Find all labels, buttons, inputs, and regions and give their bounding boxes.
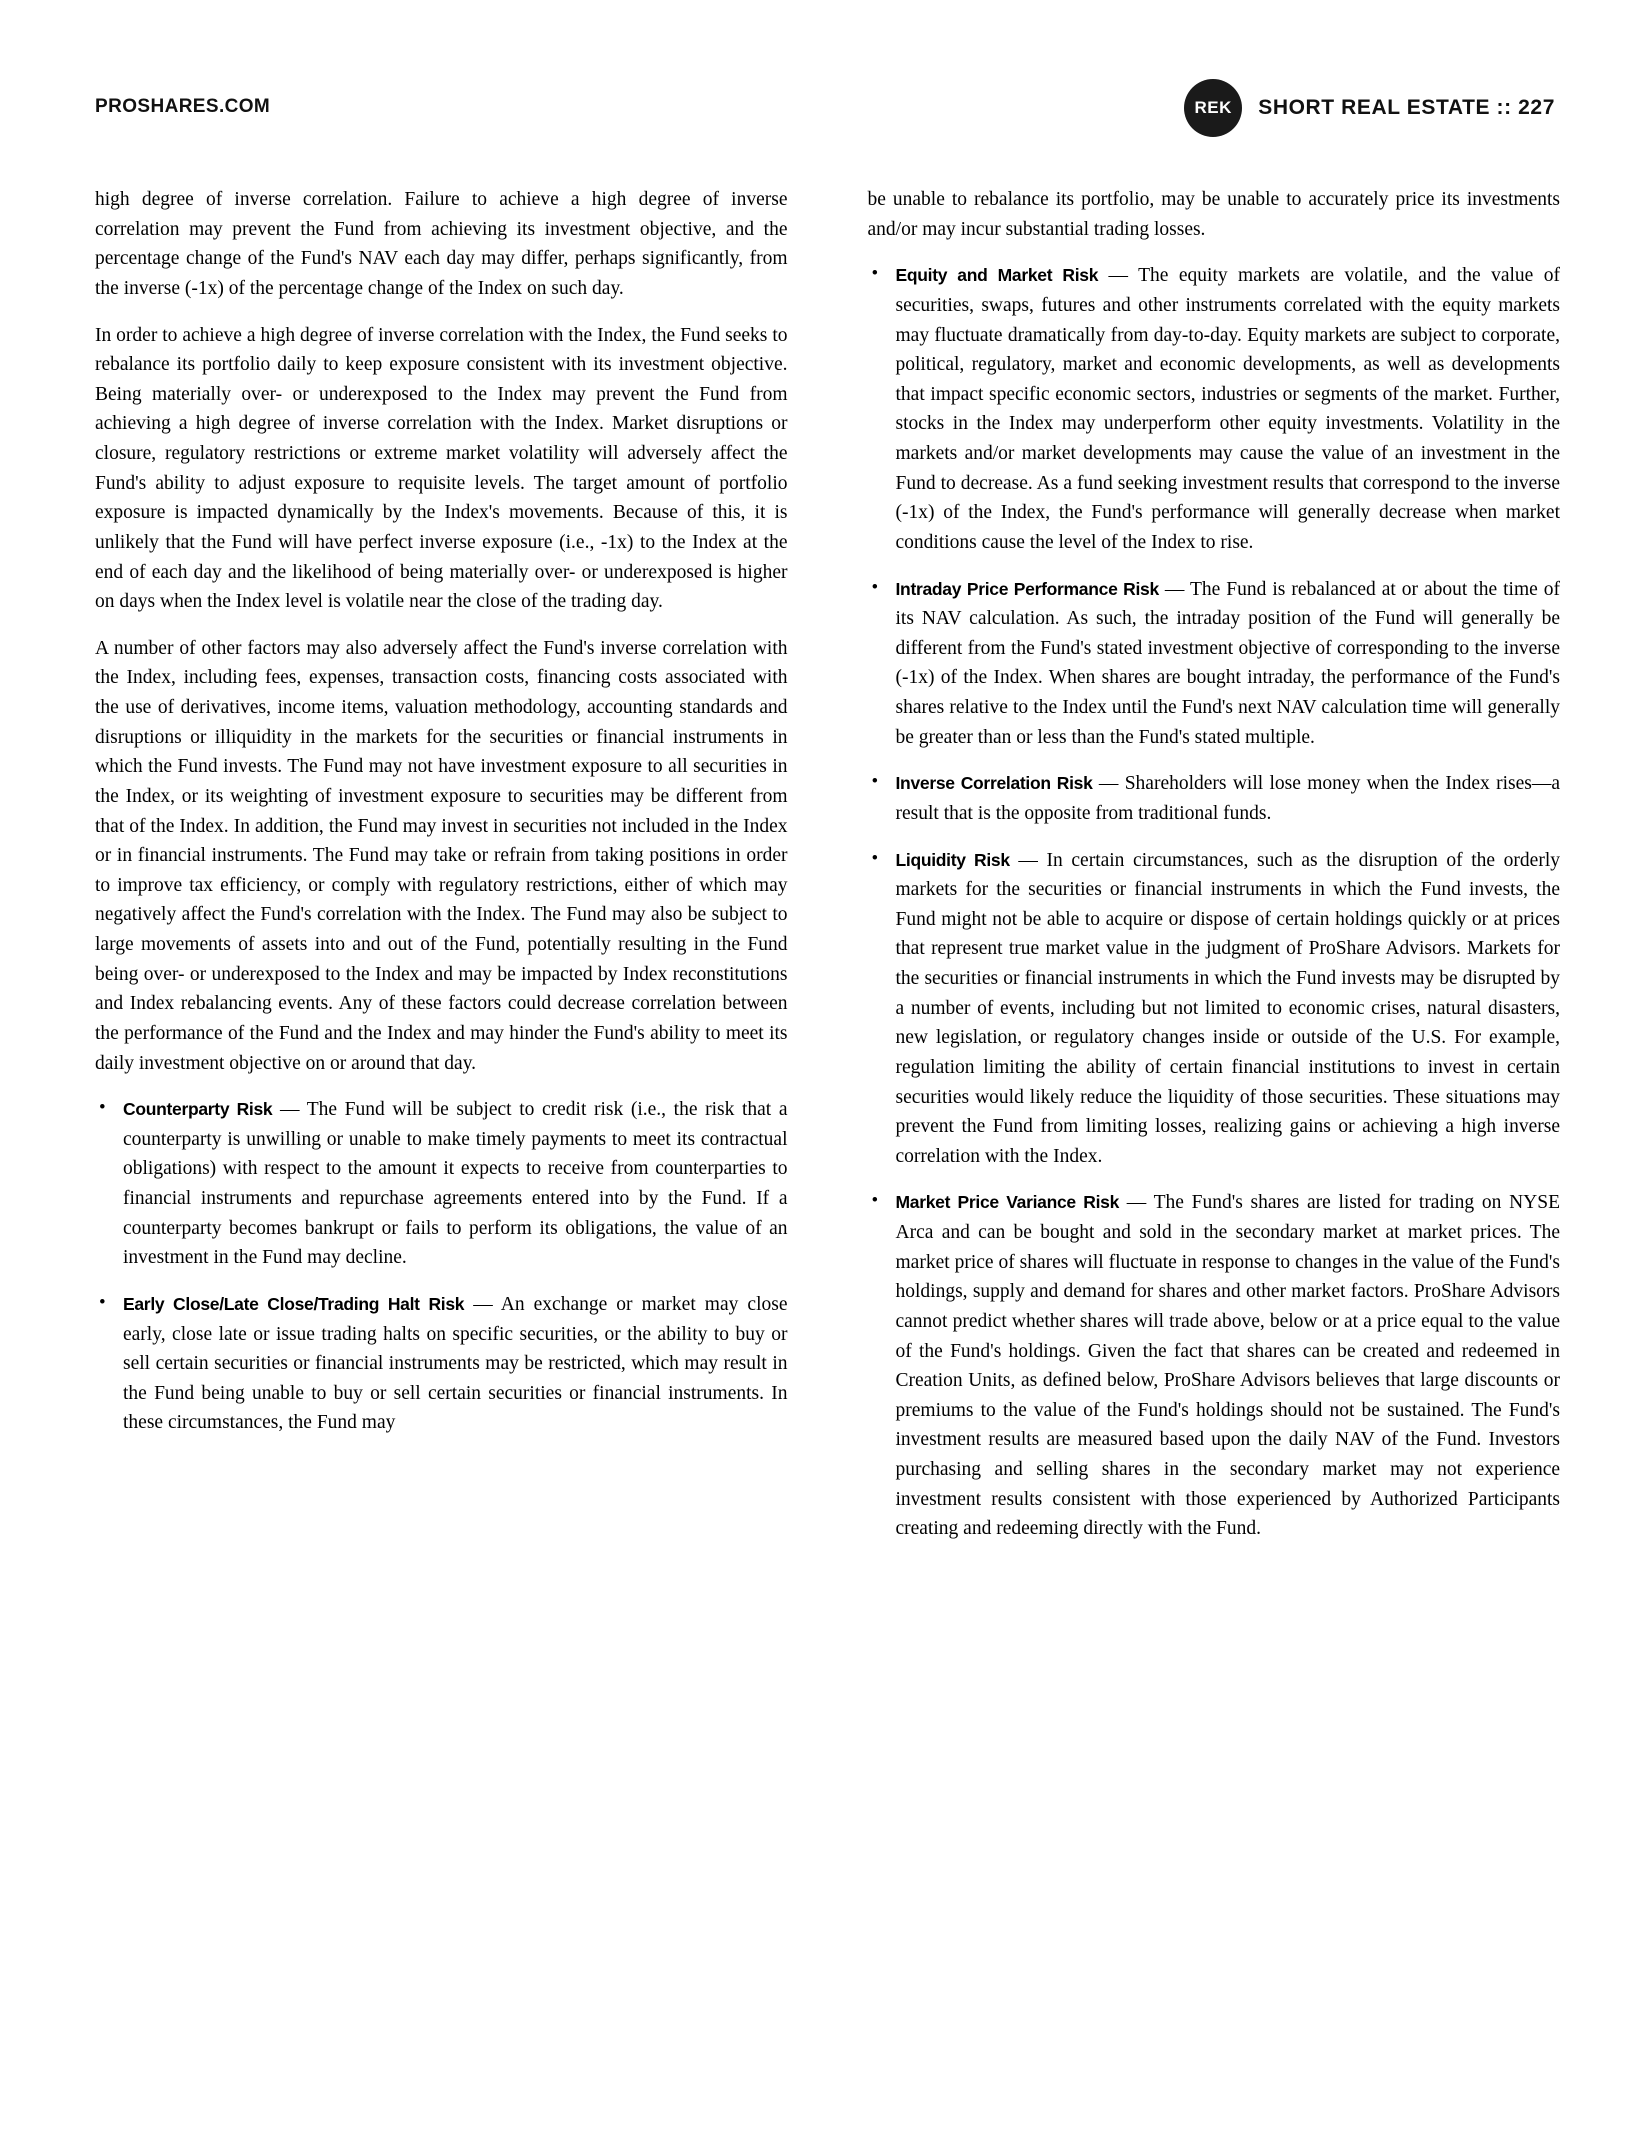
list-item: [868, 261, 1561, 557]
paragraph: high degree of inverse correlation. Failure to achieve a high degree of inverse correlation may prevent the Fund from achieving its investment objective, and the percentage change of the Fund's NAV each day may differ, perhaps significantly, from the inverse (-1x) of the percentage change of the Index on such day.: [95, 189, 788, 299]
risk-term: Equity and Market Risk: [895, 265, 1099, 286]
risk-text: — The Fund will be subject to credit risk (i.e., the risk that a counterparty is unwilling or unable to make timely payments to meet its contractual obligations) with respect to the amount it expects to receive from counterparties to financial instruments and repurchase agreements entered into by the Fund. If a counterparty becomes bankrupt or fails to perform its obligations, the value of an investment in the Fund may decline.: [123, 1099, 788, 1269]
risk-term: Liquidity Risk: [895, 849, 1010, 870]
right-column: [868, 185, 1561, 1561]
page-title: SHORT REAL ESTATE :: 227: [1258, 96, 1555, 119]
risk-text: — In certain circumstances, such as the disruption of the orderly markets for the securities or financial instruments in which the Fund invests, the Fund might not be able to acquire or dispose of certain holdings quickly or at prices that represent true market value in the judgment of ProShare Advisors. Markets for the securities or financial instruments in which the Fund invests may be disrupted by a number of events, including but not limited to economic crises, natural disasters, new legislation, or regulatory changes inside or outside of the U.S. For example, regulation limiting the ability of certain financial institutions to invest in certain securities would likely reduce the liquidity of those securities. These situations may prevent the Fund from limiting losses, realizing gains or achieving a high inverse correlation with the Index.: [895, 849, 1560, 1167]
paragraph: A number of other factors may also adversely affect the Fund's inverse correlation with the Index, including fees, expenses, transaction costs, financing costs associated with the use of derivatives, income items, valuation methodology, accounting standards and disruptions or illiquidity in the markets for the securities or financial instruments in which the Fund invests. The Fund may not have investment exposure to all securities in the Index, or its weighting of investment exposure to securities may be different from that of the Index. In addition, the Fund may invest in securities not included in the Index or in financial instruments. The Fund may take or refrain from taking positions in order to improve tax efficiency, or comply with regulatory restrictions, either of which may negatively affect the Fund's correlation with the Index. The Fund may also be subject to large movements of assets into and out of the Fund, potentially resulting in the Fund being over- or underexposed to the Index and may be impacted by Index reconstitutions and Index rebalancing events. Any of these factors could decrease correlation between the performance of the Fund and the Index and may hinder the Fund's ability to meet its daily investment objective on or around that day.: [95, 637, 788, 1074]
paragraph: In order to achieve a high degree of inverse correlation with the Index, the Fund seeks to rebalance its portfolio daily to keep exposure consistent with its investment objective. Being materially over- or underexposed to the Index may prevent the Fund from achieving a high degree of inverse correlation with the Index. Market disruptions or closure, regulatory restrictions or extreme market volatility will adversely affect the Fund's ability to adjust exposure to requisite levels. The target amount of portfolio exposure is impacted dynamically by the Index's movements. Because of this, it is unlikely that the Fund will have perfect inverse exposure (i.e., -1x) to the Index at the end of each day and the likelihood of being materially over- or underexposed is higher on days when the Index level is volatile near the close of the trading day.: [95, 324, 788, 613]
risk-text: — Shareholders will lose money when the Index rises—a result that is the opposite from traditional funds.: [895, 773, 1560, 824]
left-column: [95, 185, 788, 1561]
risk-text: — The Fund's shares are listed for trading on NYSE Arca and can be bought and sold in the secondary market at market prices. The market price of shares will fluctuate in response to changes in the value of the Fund's holdings, supply and demand for shares and other market factors. ProShare Advisors cannot predict whether shares will trade above, below or at a price equal to the value of the Fund's holdings. Given the fact that shares can be created and redeemed in Creation Units, as defined below, ProShare Advisors believes that large discounts or premiums to the value of the Fund's holdings should not be sustained. The Fund's investment results are measured based upon the daily NAV of the Fund. Investors purchasing and selling shares in the secondary market may not experience investment results consistent with those experienced by Authorized Participants creating and redeeming directly with the Fund.: [895, 1192, 1560, 1540]
risk-term: Market Price Variance Risk: [895, 1192, 1119, 1213]
ticker-badge: REK: [1184, 79, 1242, 137]
risk-text: — An exchange or market may close early, close late or issue trading halts on specific securities, or the ability to buy or sell certain securities or financial instruments may be restricted, which may result in the Fund being unable to buy or sell certain securities or financial instruments. In these circumstances, the Fund may: [123, 1293, 788, 1434]
list-item: [95, 1095, 788, 1273]
risk-term: Counterparty Risk: [123, 1099, 273, 1120]
risk-term: Early Close/Late Close/Trading Halt Risk: [123, 1293, 465, 1314]
header-right-group: [1184, 78, 1555, 138]
risk-text: — The Fund is rebalanced at or about the time of its NAV calculation. As such, the intraday position of the Fund will generally be different from the Fund's stated investment objective of corresponding to the inverse (-1x) of the Index. When shares are bought intraday, the performance of the Fund's shares relative to the Index until the Fund's next NAV calculation time will generally be greater than or less than the Fund's stated multiple.: [895, 578, 1560, 748]
paragraph: be unable to rebalance its portfolio, may be unable to accurately price its investments and/or may incur substantial trading losses.: [867, 189, 1560, 240]
page-header: [95, 78, 1555, 138]
list-item: [95, 1290, 788, 1438]
risk-term: Inverse Correlation Risk: [895, 773, 1093, 794]
list-item: [868, 846, 1561, 1172]
risk-text: — The equity markets are volatile, and the value of securities, swaps, futures and other instruments correlated with the equity markets may fluctuate dramatically from day-to-day. Equity markets are subject to corporate, political, regulatory, market and economic developments, as well as developments that impact specific economic sectors, industries or segments of the market. Further, stocks in the Index may underperform other equity investments. Volatility in the markets and/or market developments may cause the value of an investment in the Fund to decrease. As a fund seeking investment results that correspond to the inverse (-1x) of the Index, the Fund's performance will generally decrease when market conditions cause the level of the Index to rise.: [895, 265, 1560, 553]
risk-list-right: [868, 261, 1561, 1544]
list-item: [868, 1188, 1561, 1544]
two-column-body: [95, 185, 1560, 1561]
risk-term: Intraday Price Performance Risk: [895, 578, 1159, 599]
site-url: PROSHARES.COM: [95, 96, 271, 117]
risk-list-left: [95, 1095, 788, 1438]
list-item: [868, 769, 1561, 828]
list-item: [868, 575, 1561, 753]
